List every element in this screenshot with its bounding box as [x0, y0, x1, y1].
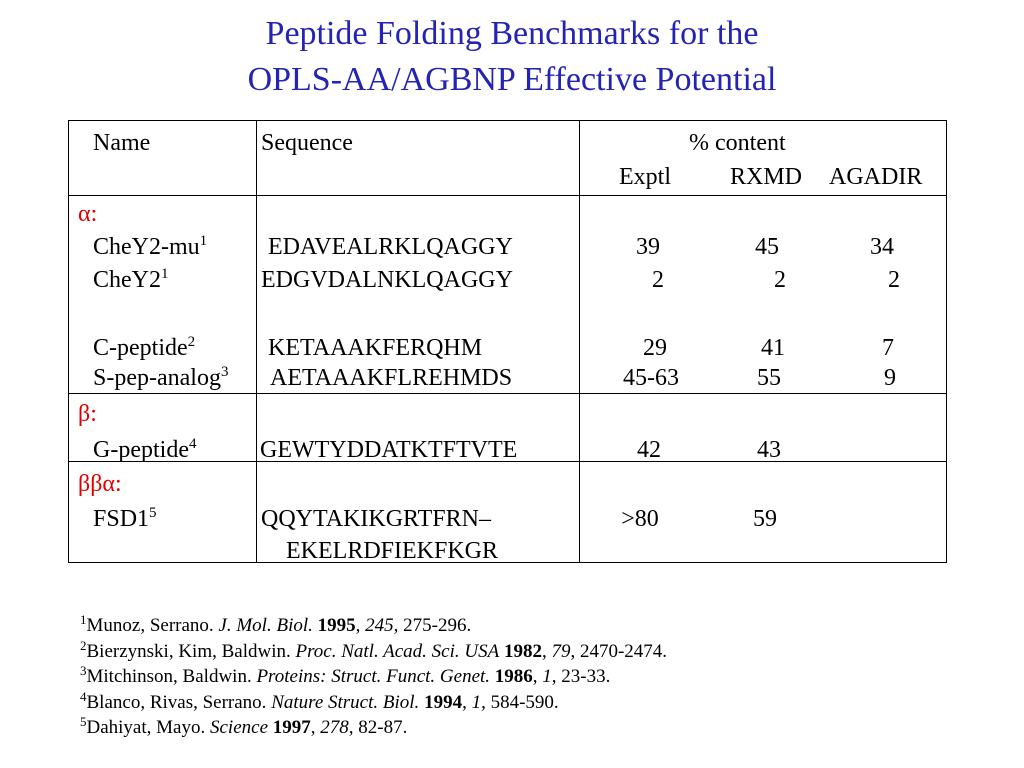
ref-marker: 3 — [220, 364, 229, 380]
reference-item: $^2$Bierzynski, Kim, Baldwin. Proc. Natl. Acad. Sci. USA 1982, 79, 2470-2474. — [80, 637, 668, 662]
table-divider-sequence — [579, 120, 580, 562]
row-rxmd: 59 — [753, 506, 777, 532]
reference-number: 3 — [80, 663, 87, 678]
row-exptl: >80 — [621, 506, 659, 532]
row-sequence: KETAAAKFERQHM — [268, 335, 483, 361]
volume: 1 — [471, 691, 482, 713]
journal-name: Science — [209, 717, 268, 738]
row-sequence-continued: EKELRDFIEKFKGR — [286, 538, 499, 564]
volume: 79 — [551, 640, 571, 662]
row-exptl: 39 — [636, 234, 660, 260]
volume: 1 — [542, 666, 552, 687]
table-border-left — [68, 120, 69, 562]
row-exptl: 45-63 — [623, 365, 679, 391]
header-name: Name — [93, 130, 151, 156]
table-border-top — [68, 120, 947, 121]
reference-number: 5 — [80, 714, 87, 729]
table-border-bottom — [68, 562, 947, 563]
header-exptl: Exptl — [619, 164, 671, 190]
year: 1982 — [503, 640, 542, 662]
row-sequence: EDAVEALRKLQAGGY — [268, 234, 513, 260]
row-agadir: 34 — [870, 234, 894, 260]
row-exptl: 29 — [643, 335, 667, 361]
row-rxmd: 55 — [757, 365, 781, 391]
reference-item: $^3$Mitchinson, Baldwin. Proteins: Struct. Funct. Genet. 1986, 1, 23-33. — [80, 663, 611, 687]
year: 1994 — [424, 691, 463, 713]
year: 1997 — [272, 717, 311, 738]
table-divider-header — [68, 195, 947, 196]
journal-name: Proteins: Struct. Funct. Genet. — [256, 666, 491, 687]
row-rxmd: 45 — [755, 234, 779, 260]
row-sequence: EDGVDALNKLQAGGY — [261, 267, 513, 293]
row-name: S-pep-analog$^3$ — [93, 364, 229, 391]
header-rxmd: RXMD — [730, 164, 803, 190]
table-divider-name — [256, 120, 257, 562]
row-rxmd: 43 — [757, 437, 781, 463]
row-sequence: GEWTYDDATKTFTVTE — [260, 437, 518, 463]
row-name: G-peptide$^4$ — [93, 436, 197, 463]
ref-marker: 4 — [188, 436, 197, 452]
row-sequence: QQYTAKIKGRTFRN– — [261, 506, 491, 532]
reference-number: 4 — [80, 688, 87, 704]
reference-item: $^1$Munoz, Serrano. J. Mol. Biol. 1995, 245, 275-296. — [80, 612, 472, 636]
references — [80, 613, 667, 741]
journal-name: Proc. Natl. Acad. Sci. USA — [295, 640, 500, 662]
title-line-1: Peptide Folding Benchmarks for the — [265, 15, 759, 52]
ref-marker: 5 — [149, 505, 157, 521]
row-agadir: 9 — [884, 365, 896, 391]
table-border-right — [946, 120, 947, 562]
header-content: % content — [689, 130, 786, 156]
category-beta-beta-alpha: ββα: — [78, 471, 122, 497]
row-name: C-peptide$^2$ — [93, 334, 196, 361]
table-divider-alpha — [68, 393, 947, 394]
row-agadir: 7 — [882, 335, 894, 361]
row-agadir: 2 — [888, 267, 900, 293]
row-exptl: 2 — [652, 267, 664, 293]
year: 1995 — [317, 615, 356, 636]
ref-marker: 1 — [199, 233, 208, 249]
year: 1986 — [494, 666, 533, 687]
title-line-2: OPLS-AA/AGBNP Effective Potential — [247, 61, 777, 98]
row-exptl: 42 — [637, 437, 661, 463]
volume: 278 — [320, 717, 349, 738]
category-alpha: α: — [78, 201, 98, 227]
row-name: $CheY2^1$ — [93, 266, 169, 293]
header-agadir: AGADIR — [829, 164, 923, 190]
reference-item: $^5$Dahiyat, Mayo. Science 1997, 278, 82-87. — [80, 714, 408, 738]
reference-number: 2 — [80, 637, 87, 653]
volume: 245 — [365, 615, 394, 636]
row-rxmd: 2 — [774, 267, 786, 293]
ref-marker: 2 — [187, 334, 196, 350]
row-name: $CheY2-mu^1$ — [93, 233, 208, 260]
row-name: $FSD1^5$ — [93, 505, 157, 532]
row-sequence: AETAAAKFLREHMDS — [270, 365, 513, 391]
reference-number: 1 — [80, 612, 87, 627]
reference-item: $^4$Blanco, Rivas, Serrano. Nature Struct. Biol. 1994, 1, 584-590. — [80, 688, 559, 713]
ref-marker: 1 — [161, 266, 169, 282]
journal-name: J. Mol. Biol. — [218, 615, 313, 636]
category-beta: β: — [78, 401, 97, 427]
header-sequence: Sequence — [261, 130, 353, 156]
row-rxmd: 41 — [761, 335, 785, 361]
journal-name: Nature Struct. Biol. — [271, 691, 420, 713]
